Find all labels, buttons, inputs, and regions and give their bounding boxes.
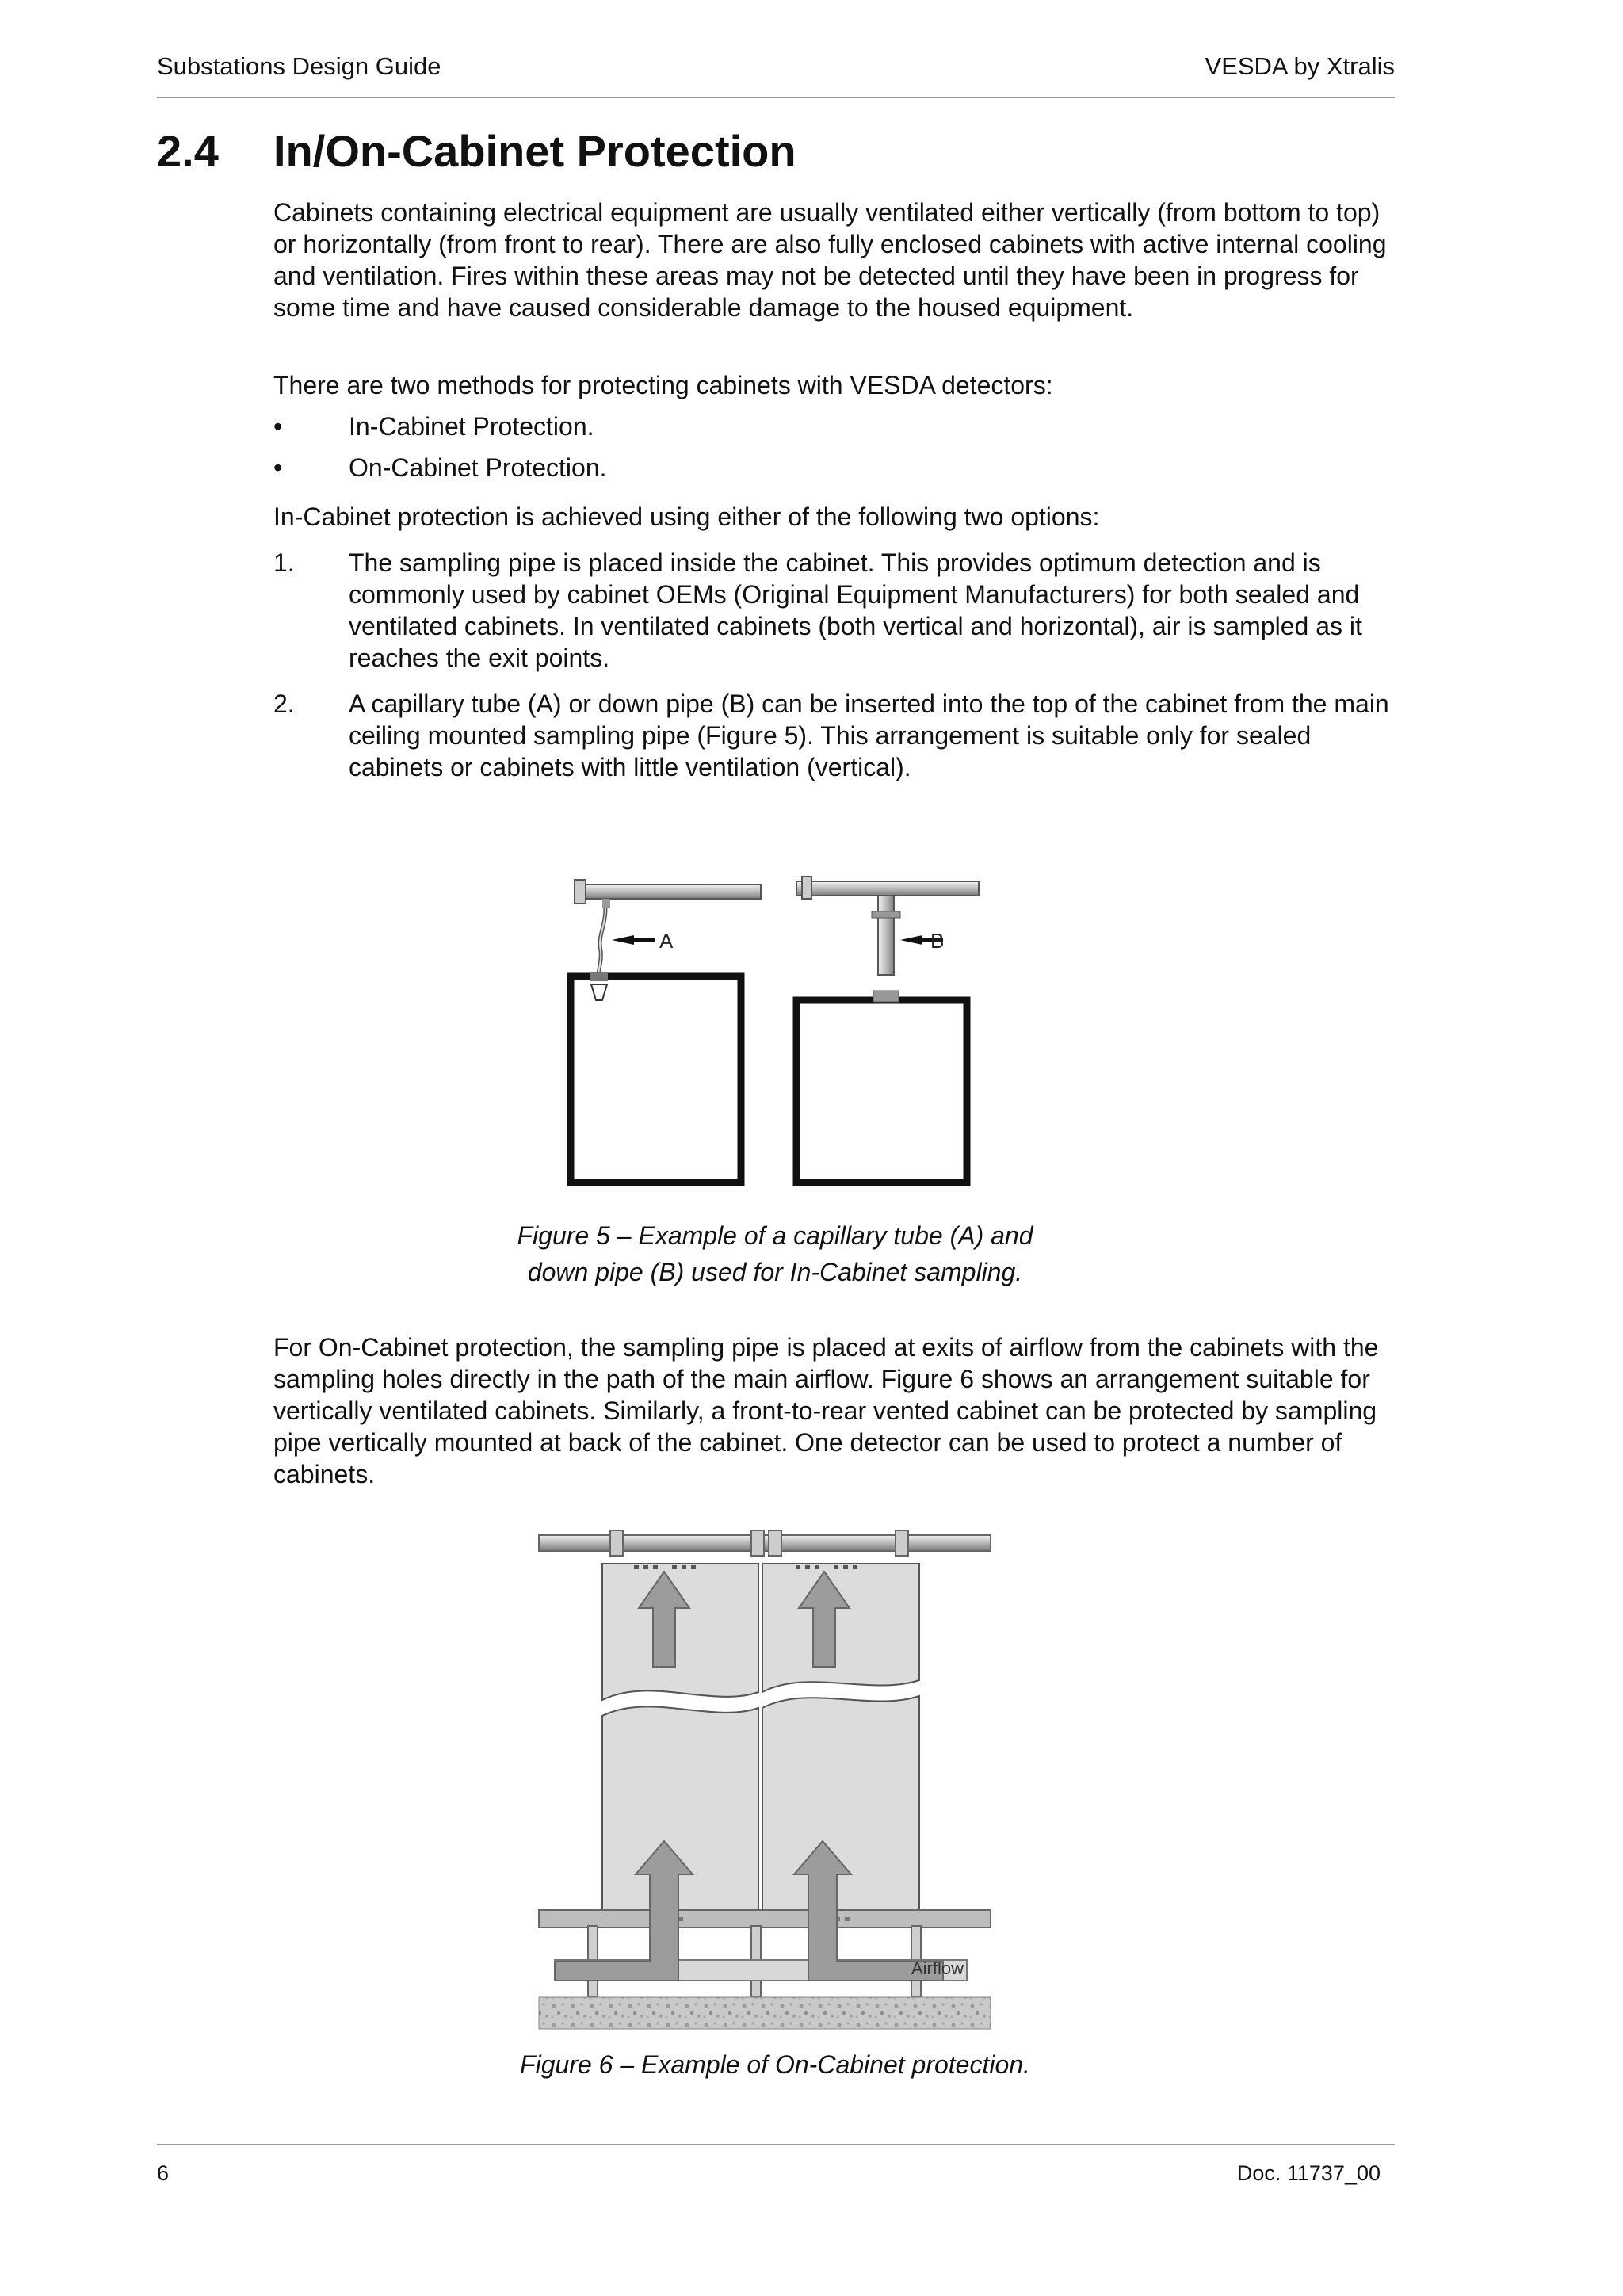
figure-5-label-a: A [659, 929, 674, 953]
section-title: In/On-Cabinet Protection [273, 126, 796, 176]
cabinet-right [762, 1564, 919, 1910]
capillary-tube-assembly [571, 880, 761, 1182]
bullet-mark: • [273, 412, 283, 441]
running-header-brand: VESDA by Xtralis [1205, 52, 1395, 80]
doc-id: Doc. 11737_00 [1236, 2161, 1381, 2185]
figure-5-diagram [555, 864, 999, 1197]
figure-5-caption-line-2: down pipe (B) used for In-Cabinet sampling. [527, 1258, 1023, 1286]
numbered-text: The sampling pipe is placed inside the cabinet. This provides optimum detection and is commonly used by cabinet OEMs (Original Equipment Manufacturers) for both sealed and ventilated cabinets. In ventilated cabinets (both vertical and horizontal), air is sampled as it reaches the exit points. [349, 548, 1362, 672]
ground-slab [539, 1997, 991, 2029]
figure-5-label-b: B [930, 929, 945, 953]
section-number: 2.4 [157, 126, 219, 176]
bullet-mark: • [273, 453, 283, 482]
figure-5-caption-line-1: Figure 5 – Example of a capillary tube (A) and [517, 1221, 1033, 1250]
on-cabinet-paragraph: For On-Cabinet protection, the sampling pipe is placed at exits of airflow from the cabinets with the sampling holes directly in the path of the main airflow. Figure 6 shows an arrangement suitable for vertically ventilated cabinets. Similarly, a front-to-rear vented cabinet can be protected by sampling pipe vertically mounted at back of the cabinet. One detector can be used to protect a number of cabinets. [273, 1333, 1379, 1488]
intro-paragraph: Cabinets containing electrical equipment are usually ventilated either vertically (from bottom to top) or horizontally (from front to rear). There are also fully enclosed cabinets with active internal cooling and ventilation. Fires within these areas may not be detected until they have been in progress for some time and have caused considerable damage to the housed equipment. [273, 198, 1387, 322]
figure-5-caption [339, 1217, 1211, 1290]
figure-6-diagram [531, 1526, 999, 2041]
bullet-item [273, 452, 1399, 483]
number-mark: 2. [273, 690, 295, 718]
raised-floor [539, 1910, 991, 1927]
figure-6-caption: Figure 6 – Example of On-Cabinet protection. [520, 2050, 1030, 2079]
cabinet-left [602, 1564, 758, 1910]
bullet-text: On-Cabinet Protection. [349, 453, 607, 482]
header-rule [157, 97, 1395, 98]
footer-rule [157, 2144, 1395, 2145]
bullet-item [273, 411, 1399, 442]
bullet-text: In-Cabinet Protection. [349, 412, 594, 441]
numbered-item [273, 688, 1399, 783]
running-header-title: Substations Design Guide [157, 52, 441, 80]
methods-lead: There are two methods for protecting cabinets with VESDA detectors: [273, 371, 1053, 399]
options-lead: In-Cabinet protection is achieved using either of the following two options: [273, 502, 1100, 531]
airflow-label: Airflow [911, 1958, 964, 1978]
numbered-text: A capillary tube (A) or down pipe (B) can be inserted into the top of the cabinet from the main ceiling mounted sampling pipe (Figure 5). This arrangement is suitable only for sealed cabinets or cabinets with little ventilation (vertical). [349, 690, 1389, 781]
down-pipe-assembly [796, 877, 979, 1182]
numbered-item [273, 547, 1399, 674]
number-mark: 1. [273, 548, 295, 577]
page-number: 6 [157, 2161, 170, 2185]
